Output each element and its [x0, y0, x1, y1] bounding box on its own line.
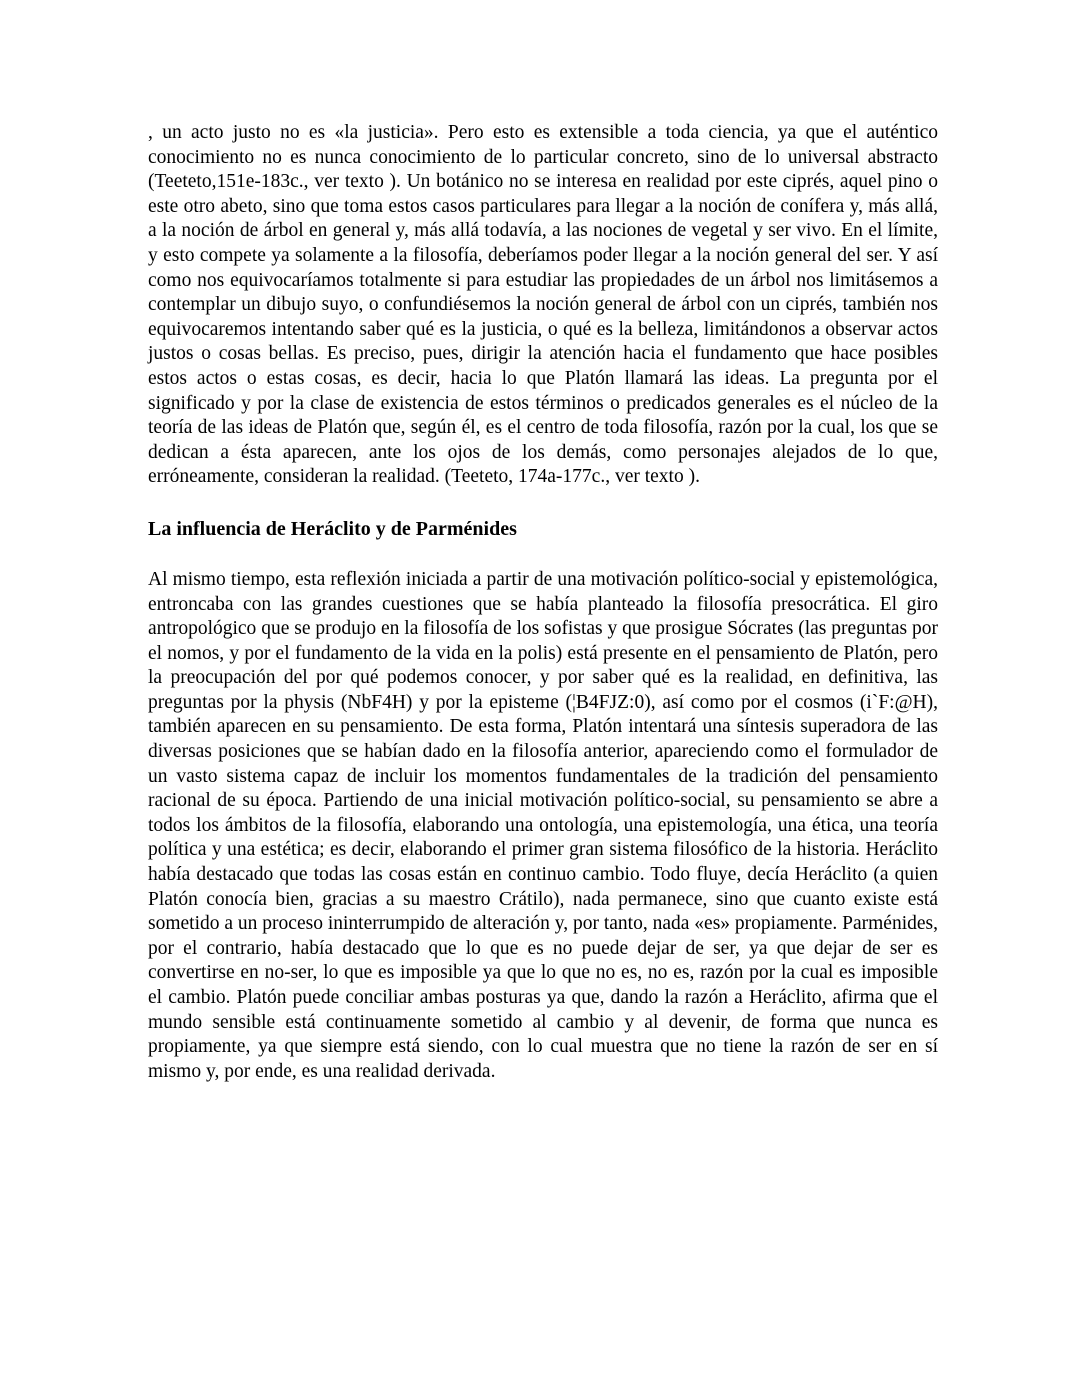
page-content	[148, 121, 938, 1084]
section-heading-heraclito-parmenides: La influencia de Heráclito y de Parménides	[148, 517, 517, 540]
paragraph-heraclitus-parmenides: Al mismo tiempo, esta reflexión iniciada a partir de una motivación político-social y epistemológica, entroncaba con las grandes cuestiones que se había planteado la filosofía presocrática. El giro antropológico que se produjo en la filosofía de los sofistas y que prosigue Sócrates (las preguntas por el nomos, y por el fundamento de la vida en la polis) está presente en el pensamiento de Platón, pero la preocupación del por qué podemos conocer, y por saber qué es la realidad, en definitiva, las preguntas por la physis (NbF4H) y por la episteme (¦B4FJZ:0), así como por el cosmos (i`F:@H), también aparecen en su pensamiento. De esta forma, Platón intentará una síntesis superadora de las diversas posiciones que se habían dado en la filosofía anterior, apareciendo como el formulador de un vasto sistema capaz de incluir los momentos fundamentales de la tradición del pensamiento racional de su época. Partiendo de una inicial motivación político-social, su pensamiento se abre a todos los ámbitos de la filosofía, elaborando una ontología, una epistemología, una ética, una teoría política y una estética; es decir, elaborando el primer gran sistema filosófico de la historia. Heráclito había destacado que todas las cosas están en continuo cambio. Todo fluye, decía Heráclito (a quien Platón conocía bien, gracias a su maestro Crátilo), nada permanece, sino que cuanto existe está sometido a un proceso ininterrumpido de alteración y, por tanto, nada «es» propiamente. Parménides, por el contrario, había destacado que lo que es no puede dejar de ser, ya que dejar de ser es convertirse en no-ser, lo que es imposible ya que lo que no es, no es, razón por la cual es imposible el cambio. Platón puede conciliar ambas posturas ya que, dando la razón a Heráclito, afirma que el mundo sensible está continuamente sometido al cambio y al devenir, de forma que nunca es propiamente, ya que siempre está siendo, con lo cual muestra que no tiene la razón de ser en sí mismo y, por ende, es una realidad derivada.	[148, 568, 938, 1082]
paragraph-justice-and-ideas: , un acto justo no es «la justicia». Pero esto es extensible a toda ciencia, ya que el auténtico conocimiento no es nunca conocimiento de lo particular concreto, sino de lo universal abstracto (Teeteto,151e-183c., ver texto ). Un botánico no se interesa en realidad por este ciprés, aquel pino o este otro abeto, sino que toma estos casos particulares para llegar a la noción de conífera y, más allá, a la noción de árbol en general y, más allá todavía, a las nociones de vegetal y ser vivo. En el límite, y esto compete ya solamente a la filosofía, deberíamos poder llegar a la noción general del ser. Y así como nos equivocaríamos totalmente si para estudiar las propiedades de un árbol nos limitásemos a contemplar un dibujo suyo, o confundiésemos la noción general de árbol con un ciprés, también nos equivocaremos intentando saber qué es la justicia, o qué es la belleza, limitándonos a observar actos justos o cosas bellas. Es preciso, pues, dirigir la atención hacia el fundamento que hace posibles estos actos o estas cosas, es decir, hacia lo que Platón llamará las ideas. La pregunta por el significado y por la clase de existencia de estos términos o predicados generales es el núcleo de la teoría de las ideas de Platón que, según él, es el centro de toda filosofía, razón por la cual, los que se dedican a ésta aparecen, ante los ojos de los demás, como personajes alejados de lo que, erróneamente, consideran la realidad. (Teeteto, 174a-177c., ver texto ).	[148, 122, 938, 488]
